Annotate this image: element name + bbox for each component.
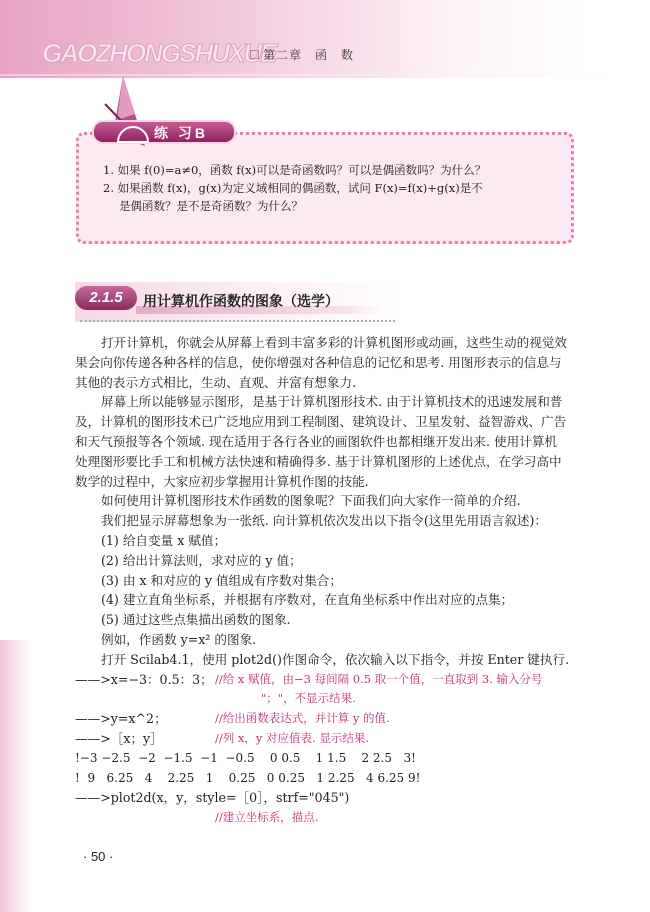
paragraph-line: 打开计算机，你就会从屏幕上看到丰富多彩的计算机图形或动画，这些生动的视觉效 [101, 335, 567, 350]
code-comment: "；"，不显示结果. [261, 691, 356, 706]
paragraph-line: 及，计算机的图形技术已广泛地应用到工程制图、建筑设计、卫星发射、益智游戏、广告 [75, 414, 567, 430]
paragraph-line: 果会向你传递各种各样的信息，使你增强对各种信息的记忆和思考. 用图形表示的信息与 [75, 354, 562, 370]
exercise-badge [92, 120, 236, 144]
code-command: ——>y=x^2； [75, 711, 167, 727]
protractor-icon [116, 118, 150, 144]
code-output: !−3 −2.5 −2 −1.5 −1 −0.5 0 0.5 1 1.5 2 2.5 3! [75, 750, 416, 765]
series-logo: GAOZHONGSHUXUE [42, 38, 276, 68]
code-comment: //列 x，y 对应值表. 显示结果. [215, 730, 370, 745]
code-line [75, 670, 591, 690]
chapter-label: 第二章 函 数 [263, 48, 355, 62]
paragraph-line: 如何使用计算机图形技术作函数的图象呢？下面我们向大家作一简单的介绍. [101, 493, 521, 509]
step-item: (4) 建立直角坐标系，并根据有序数对，在直角坐标系中作出对应的点集； [101, 592, 514, 608]
margin-decoration [0, 640, 32, 912]
square-icon [250, 50, 259, 59]
paragraph-line: 打开 Scilab4.1，使用 plot2d()作图命令，依次输入以下指令，并按 Enter 键执行. [101, 651, 570, 667]
code-command: ——>x=−3：0.5：3； [75, 671, 213, 687]
code-comment: //给出函数表达式，并计算 y 的值. [215, 711, 390, 726]
exercise-item-2: 2. 如果函数 f(x)，g(x)为定义域相同的偶函数，试问 F(x)=f(x)+g(x)是不 [103, 181, 483, 195]
code-line [75, 689, 591, 709]
section-number: 2.1.5 [75, 286, 137, 310]
paragraph-line: 我们把显示屏幕想象为一张纸. 向计算机依次发出以下指令(这里先用语言叙述)： [101, 513, 548, 529]
code-line [75, 808, 591, 828]
page-number: · 50 · [83, 849, 114, 864]
paragraph-line: 和天气预报等各个领域. 现在适用于各行各业的画图软件也都相继开发出来. 使用计算机 [75, 433, 557, 449]
step-item: (5) 通过这些点集描出函数的图象. [101, 612, 291, 628]
body-text [75, 333, 591, 828]
chapter-title [250, 46, 354, 63]
code-comment: //给 x 赋值，由−3 每间隔 0.5 取一个值，一直取到 3. 输入分号 [215, 671, 543, 686]
code-line [75, 709, 591, 729]
code-output: ! 9 6.25 4 2.25 1 0.25 0 0.25 1 2.25 4 6.25 9! [75, 770, 421, 785]
section-divider [80, 320, 395, 322]
section-title: 用计算机作函数的图象（选学） [143, 294, 339, 310]
code-line [75, 729, 591, 749]
code-command: ——>［x；y］ [75, 730, 163, 746]
exercise-item-2-cont: 是偶函数？是不是奇函数？为什么？ [119, 199, 303, 213]
paragraph-line: 屏幕上所以能够显示图形，是基于计算机图形技术. 由于计算机技术的迅速发展和普 [101, 394, 563, 410]
exercise-item-1: 1. 如果 f(0)=a≠0，函数 f(x)可以是奇函数吗？可以是偶函数吗？为什么？ [103, 163, 487, 177]
step-item: (2) 给出计算法则，求对应的 y 值； [101, 552, 302, 568]
exercise-badge-label: 练 习B [154, 125, 208, 141]
paragraph-line: 数学的过程中，大家应初步掌握用计算机作图的技能. [75, 473, 369, 489]
step-item: (3) 由 x 和对应的 y 值组成有序数对集合； [101, 572, 342, 588]
paragraph-line: 例如，作函数 y=x² 的图象. [101, 631, 257, 647]
paragraph-line: 其他的表示方式相比，生动、直观、并富有想象力. [75, 374, 357, 390]
code-comment: //建立坐标系，描点. [215, 810, 319, 825]
step-item: (1) 给自变量 x 赋值； [101, 532, 227, 548]
paragraph-line: 处理图形要比手工和机械方法快速和精确得多. 基于计算机图形的上述优点，在学习高中 [75, 453, 562, 469]
code-line: ——>plot2d(x，y，style=［0］，strf="045") [75, 790, 350, 806]
